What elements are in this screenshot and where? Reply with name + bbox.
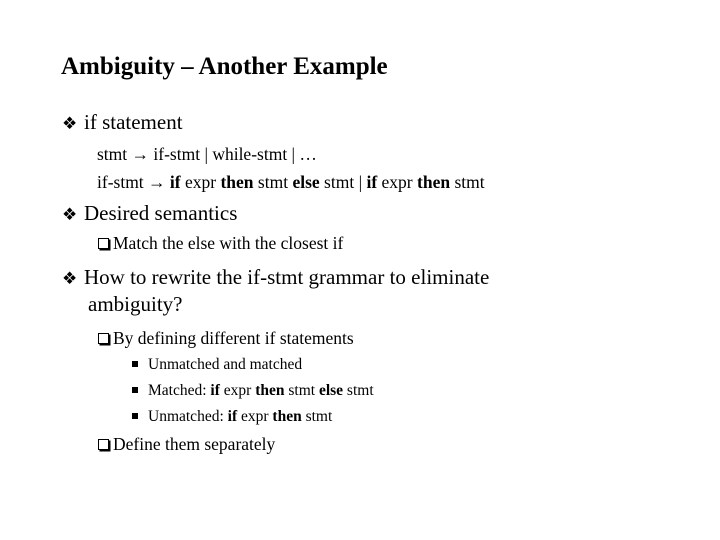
arrow-icon: → <box>148 172 166 192</box>
sub-bullet-text: Match the else with the closest if <box>113 233 344 253</box>
bullet-if-statement <box>62 110 183 135</box>
diamond-bullet-icon: ❖ <box>62 269 78 288</box>
item-lead: Unmatched: <box>148 408 228 425</box>
bullet-text: ambiguity? <box>88 292 183 316</box>
square-bullet-icon <box>132 413 138 419</box>
rule-text: expr <box>377 172 418 192</box>
item-text: stmt <box>284 382 319 399</box>
bullet-rewrite-grammar <box>62 265 489 290</box>
rule-lhs: if-stmt <box>97 172 144 192</box>
item-text: stmt <box>343 382 374 399</box>
rule-rhs: if-stmt | while-stmt | … <box>153 144 317 164</box>
rule-text: stmt | <box>319 172 367 192</box>
keyword-if: if <box>210 382 220 399</box>
rule-text: expr <box>180 172 221 192</box>
keyword-then: then <box>272 408 302 425</box>
sub-bullet-text: By defining different if statements <box>113 328 354 348</box>
slide-title: Ambiguity – Another Example <box>61 53 388 80</box>
item-text: stmt <box>301 408 333 425</box>
sub-bullet-define-separately <box>98 434 275 455</box>
keyword-then: then <box>255 382 285 399</box>
box-bullet-icon <box>98 333 109 344</box>
item-text: expr <box>219 382 256 399</box>
keyword-else: else <box>292 172 320 192</box>
grammar-rule-if-stmt <box>97 172 485 193</box>
rule-lhs: stmt <box>97 144 128 164</box>
rule-text: stmt <box>253 172 293 192</box>
bullet-text: if statement <box>84 110 183 134</box>
keyword-if: if <box>169 172 181 192</box>
square-bullet-icon <box>132 361 138 367</box>
bullet-text: How to rewrite the if-stmt grammar to eliminate <box>84 265 490 289</box>
sub-sub-item-matched <box>132 382 374 400</box>
box-bullet-icon <box>98 439 109 450</box>
grammar-rule-stmt <box>97 144 317 165</box>
keyword-else: else <box>318 382 344 399</box>
sub-sub-item-unmatched <box>132 408 332 426</box>
square-bullet-icon <box>132 387 138 393</box>
keyword-then: then <box>220 172 254 192</box>
box-bullet-icon <box>98 238 109 249</box>
item-text: expr <box>237 408 273 425</box>
keyword-then: then <box>417 172 451 192</box>
bullet-text: Desired semantics <box>84 201 238 225</box>
keyword-if: if <box>366 172 378 192</box>
sub-bullet-match-else <box>98 233 343 254</box>
sub-bullet-text: Define them separately <box>113 434 276 454</box>
diamond-bullet-icon: ❖ <box>62 205 78 224</box>
arrow-icon: → <box>131 144 150 164</box>
sub-sub-item-unmatched-matched <box>132 356 302 374</box>
rule-text: stmt <box>450 172 485 192</box>
item-text: Unmatched and matched <box>148 356 303 373</box>
item-lead: Matched: <box>148 382 211 399</box>
keyword-if: if <box>227 408 238 425</box>
diamond-bullet-icon: ❖ <box>62 114 78 133</box>
bullet-rewrite-grammar-cont <box>88 292 182 317</box>
sub-bullet-defining <box>98 328 354 349</box>
bullet-desired-semantics <box>62 201 237 226</box>
